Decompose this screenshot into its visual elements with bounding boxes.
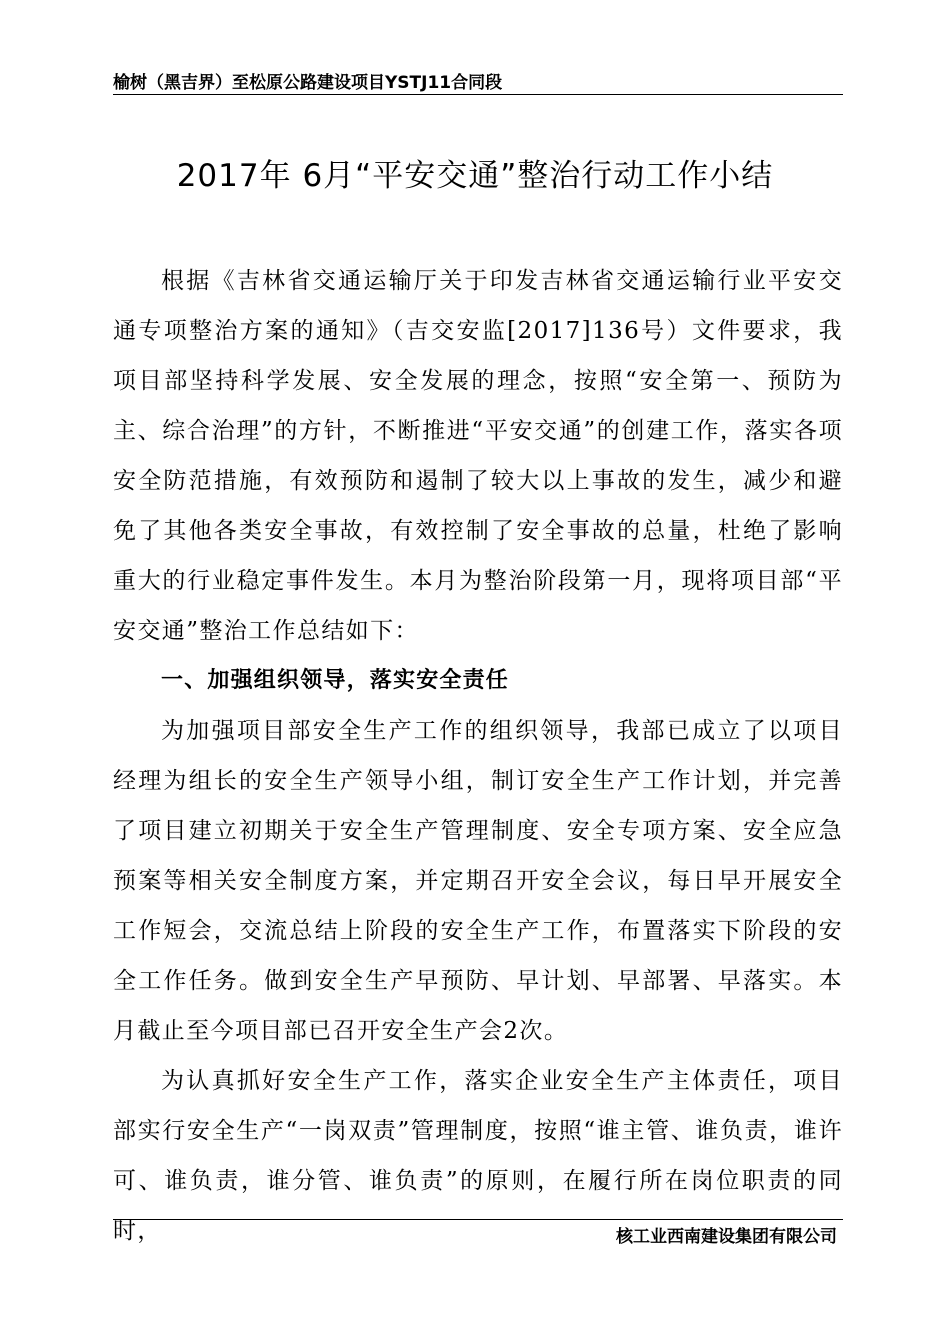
intro-paragraph: 根据《吉林省交通运输厅关于印发吉林省交通运输行业平安交通专项整治方案的通知》（吉交安监[2017]136号）文件要求，我项目部坚持科学发展、安全发展的理念，按照“安全第一、预防为主、综合治理”的方针，不断推进“平安交通”的创建工作，落实各项安全防范措施，有效预防和遏制了较大以上事故的发生，减少和避免了其他各类安全事故，有效控制了安全事故的总量，杜绝了影响重大的行业稳定事件发生。本月为整治阶段第一月，现将项目部“平安交通”整治工作总结如下： [113,268,843,644]
page-footer: 核工业西南建设集团有限公司 [616,1227,837,1247]
page-header: 榆树（黑吉界）至松原公路建设项目YSTJ11合同段 [113,73,503,93]
document-body [113,256,843,1256]
section-1-paragraph-2: 为认真抓好安全生产工作，落实企业安全生产主体责任，项目部实行安全生产“一岗双责”管理制度，按照“谁主管、谁负责，谁许可、谁负责，谁分管、谁负责”的原则，在履行所在岗位职责的同时， [113,1068,843,1244]
section-heading-1: 一、加强组织领导，落实安全责任 [161,668,510,693]
footer-divider [113,1219,843,1220]
header-divider [113,94,843,95]
section-1-paragraph-1: 为加强项目部安全生产工作的组织领导，我部已成立了以项目经理为组长的安全生产领导小组，制订安全生产工作计划，并完善了项目建立初期关于安全生产管理制度、安全专项方案、安全应急预案等相关安全制度方案，并定期召开安全会议，每日早开展安全工作短会，交流总结上阶段的安全生产工作，布置落实下阶段的安全工作任务。做到安全生产早预防、早计划、早部署、早落实。本月截止至今项目部已召开安全生产会2次。 [113,718,843,1044]
document-title: 2017年 6月“平安交通”整治行动工作小结 [176,158,774,194]
